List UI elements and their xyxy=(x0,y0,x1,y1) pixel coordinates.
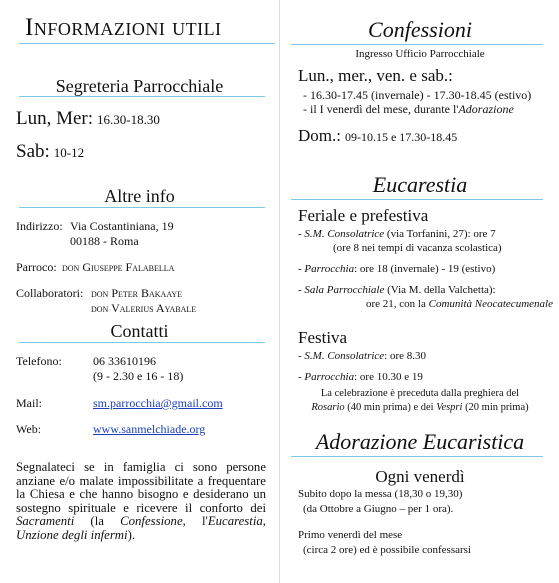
telefono-number: 06 33610196 xyxy=(93,354,156,368)
feriale-sala: Sala Parrocchiale xyxy=(304,284,385,296)
confessioni-line-2-text: - il I venerdì del mese, durante l' xyxy=(303,102,459,116)
adorazione-rule xyxy=(291,456,543,457)
confessioni-line-1: - 16.30-17.45 (invernale) - 17.30-18.45 (estivo) xyxy=(303,88,532,102)
title-rule xyxy=(19,43,275,44)
bullet: - xyxy=(298,228,305,240)
festiva-line-1-text: : ore 8.30 xyxy=(384,350,427,362)
collaboratore-1: don Peter Bakaaye xyxy=(91,286,183,300)
indirizzo-label: Indirizzo: xyxy=(16,219,63,233)
confessioni-rule xyxy=(291,44,543,45)
festiva-note-2 xyxy=(281,402,559,413)
feriale-consolatrice: S.M. Consolatrice xyxy=(304,228,385,240)
mail-label: Mail: xyxy=(16,396,42,410)
note-text-1: Segnalateci se in famiglia ci sono persone anziane e/o malate impossibilitate a frequentare la Chiesa e che hanno bisogno e desiderano un sostegno spirituale e ricevere il conforto dei xyxy=(16,460,266,515)
note-confessione: Confessione xyxy=(120,514,183,529)
column-divider xyxy=(279,0,280,583)
segreteria-rule xyxy=(19,96,265,97)
festiva-rosario: Rosario xyxy=(311,402,345,413)
festiva-parrocchia: Parrocchia xyxy=(304,371,355,383)
confessioni-line-2 xyxy=(303,102,514,117)
segnalazione-note xyxy=(16,461,266,543)
adorazione-line-2: (da Ottobre a Giugno – per 1 ora). xyxy=(303,503,454,515)
page-title: Informazioni utili xyxy=(25,14,222,41)
confessioni-adorazione: Adorazione xyxy=(458,102,514,116)
confessioni-heading: Confessioni xyxy=(368,17,472,42)
parroco-name: don Giuseppe Falabella xyxy=(62,260,175,274)
parroco-label: Parroco: xyxy=(16,260,57,274)
segreteria-row-2 xyxy=(16,141,84,163)
feriale-line-1b: (ore 8 nei tempi di vacanza scolastica) xyxy=(333,242,502,254)
note-text-7: , xyxy=(262,514,266,529)
feriale-line-1-text: (via Torfanini, 27): ore 7 xyxy=(384,228,496,240)
festiva-line-2 xyxy=(298,371,423,383)
dom-label: Dom.: xyxy=(298,126,341,145)
contatti-rule xyxy=(19,342,265,343)
festiva-line-1 xyxy=(298,350,426,362)
segreteria-day-2: Sab: xyxy=(16,141,50,162)
segreteria-day-1: Lun, Mer: xyxy=(16,108,94,129)
note-text-3: (la xyxy=(74,514,121,529)
note-text-5: , l' xyxy=(182,514,208,529)
feriale-line-3-text: (Via M. della Valchetta): xyxy=(384,284,496,296)
feriale-line-2-text: : ore 18 (invernale) - 19 (estivo) xyxy=(354,263,496,275)
altre-info-heading: Altre info xyxy=(104,186,175,206)
web-label: Web: xyxy=(16,422,42,436)
adorazione-line-3: Primo venerdì del mese xyxy=(298,529,403,541)
telefono-hours: (9 - 2.30 e 16 - 18) xyxy=(93,369,184,383)
bullet: - xyxy=(298,371,305,383)
festiva-note-2-end: (20 min prima) xyxy=(462,402,529,413)
note-text-9: ). xyxy=(127,527,136,542)
collaboratore-2: don Valerius Ayabale xyxy=(91,301,197,315)
adorazione-heading: Adorazione Eucaristica xyxy=(315,429,525,454)
bullet: - xyxy=(298,263,305,275)
festiva-heading: Festiva xyxy=(298,328,348,347)
feriale-neocatecumenale: Comunità Neocatecumenale xyxy=(428,298,553,310)
segreteria-heading: Segreteria Parrocchiale xyxy=(55,76,224,96)
festiva-note-2-text: (40 min prima) e dei xyxy=(344,402,437,413)
feriale-line-3b-text: ore 21, con la xyxy=(366,298,429,310)
eucarestia-rule xyxy=(291,199,543,200)
confessioni-sub: Ingresso Ufficio Parrocchiale xyxy=(355,48,485,60)
note-unzione: Unzione degli infermi xyxy=(16,527,128,542)
segreteria-row-1 xyxy=(16,108,160,130)
adorazione-line-4: (circa 2 ore) ed è possibile confessarsi xyxy=(303,544,471,556)
feriale-line-1 xyxy=(298,228,496,240)
altre-info-rule xyxy=(19,207,265,208)
bullet: - xyxy=(298,350,305,362)
note-sacramenti: Sacramenti xyxy=(16,514,75,529)
web-link[interactable]: www.sanmelchiade.org xyxy=(93,422,206,436)
festiva-note-1: La celebrazione è preceduta dalla preghiera del xyxy=(320,388,520,399)
segreteria-time-1: 16.30-18.30 xyxy=(97,112,160,127)
indirizzo-line-1: Via Costantiniana, 19 xyxy=(70,219,174,233)
mail-link[interactable]: sm.parrocchia@gmail.com xyxy=(93,396,223,410)
feriale-heading: Feriale e prefestiva xyxy=(298,206,429,225)
confessioni-days: Lun., mer., ven. e sab.: xyxy=(298,66,453,85)
contatti-heading: Contatti xyxy=(110,321,169,341)
feriale-line-3 xyxy=(298,284,496,296)
festiva-line-2-text: : ore 10.30 e 19 xyxy=(354,371,423,383)
adorazione-sub: Ogni venerdì xyxy=(375,467,465,486)
note-eucarestia: Eucarestia xyxy=(207,514,263,529)
telefono-label: Telefono: xyxy=(16,354,62,368)
collaboratori-label: Collaboratori: xyxy=(16,286,84,300)
feriale-line-2 xyxy=(298,263,495,275)
eucarestia-heading: Eucarestia xyxy=(372,172,468,197)
segreteria-time-2: 10-12 xyxy=(53,145,85,160)
bullet: - xyxy=(298,284,305,296)
dom-time: 09-10.15 e 17.30-18.45 xyxy=(344,130,458,144)
indirizzo-line-2: 00188 - Roma xyxy=(70,234,139,248)
festiva-consolatrice: S.M. Consolatrice xyxy=(304,350,385,362)
feriale-parrocchia: Parrocchia xyxy=(304,263,355,275)
confessioni-domenica xyxy=(298,126,457,146)
feriale-line-3b xyxy=(366,298,553,310)
festiva-vespri: Vespri xyxy=(436,402,463,413)
adorazione-line-1: Subito dopo la messa (18,30 o 19,30) xyxy=(298,488,463,500)
